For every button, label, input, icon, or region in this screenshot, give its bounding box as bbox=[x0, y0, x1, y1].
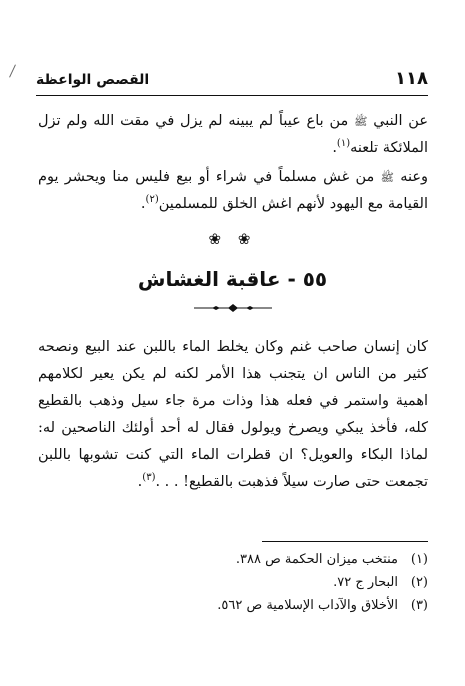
hadith-paragraph-1: عن النبي ﷺ من باع عيباً لم يبينه لم يزل في مقت الله ولم تزل الملائكة تلعنه$^{(١)}$. bbox=[38, 113, 428, 156]
hadith-2-text-a: وعنه bbox=[400, 169, 428, 185]
footnote-text: البحار ج ٧٢. bbox=[333, 575, 398, 590]
footnote-item bbox=[150, 548, 428, 571]
footnote-rule bbox=[262, 541, 428, 542]
footnote-text: منتخب ميزان الحكمة ص ٣٨٨. bbox=[235, 552, 398, 567]
story-paragraph: كان إنسان صاحب غنم وكان يخلط الماء باللبن عند البيع ونصحه كثير من الناس ان يتجنب هذا الأمر لكنه لم يكن يعير لكلامهم اهمية واستمر في فعله هذا وذات مرة جاء سيل وذهب بالقطيع كله، فأخذ يبكي ويصرخ ويولول فقال له أحد أولئك الناصحين له: لماذا البكاء والعويل؟ ان قطرات الماء التي كنت تشوبها باللبن تجمعت حتى صارت سيلاً فذهبت بالقطيع! . . .$^{(٣)}$. bbox=[38, 339, 428, 490]
salutation-glyph: ﷺ bbox=[354, 115, 368, 128]
footnote-item bbox=[150, 571, 428, 594]
story-text: كان إنسان صاحب غنم وكان يخلط الماء باللبن عند البيع ونصحه كثير من الناس ان يتجنب هذا الأمر لكنه لم يكن يعير لكلامهم اهمية واستمر في فعله هذا وذات مرة جاء سيل وذهب بالقطيع كله، فأخذ يبكي ويصرخ ويولول فقال له أحد أولئك الناصحين له: لماذا البكاء والعويل؟ ان قطرات الماء التي كنت تشوبها باللبن تجمعت حتى صارت سيلاً فذهبت بالقطيع! . . . bbox=[38, 339, 428, 490]
footnote-ref-3: (٣) bbox=[142, 472, 156, 484]
hadith-1-text-a: عن النبي bbox=[373, 113, 428, 129]
hadith-1-text-b: من باع عيباً لم يبينه لم يزل في مقت الله ولم تزل الملائكة تلعنه bbox=[38, 113, 428, 156]
page-header bbox=[36, 68, 428, 94]
header-rule bbox=[36, 95, 428, 96]
footnote-ref-1: (١) bbox=[336, 138, 351, 150]
footnote-ref-2: (٢) bbox=[145, 194, 159, 206]
separator-stars: ❀ ❀ bbox=[208, 230, 257, 248]
footnote-item bbox=[150, 594, 428, 617]
hadith-paragraph-2: وعنه ﷺ من غش مسلماً في شراء أو بيع فليس منا ويحشر يوم القيامة مع اليهود لأنهم اغش الخلق للمسلمين$^{(٢)}$. bbox=[38, 169, 428, 212]
section-title: ٥٥ - عاقبة الغشاش bbox=[137, 267, 328, 291]
salutation-glyph: ﷺ bbox=[380, 171, 394, 184]
scan-mark bbox=[9, 64, 16, 77]
footnotes bbox=[150, 548, 428, 617]
title-ornament bbox=[192, 303, 274, 313]
hadith-2-text-b: من غش مسلماً في شراء أو بيع فليس منا ويحشر يوم القيامة مع اليهود لأنهم اغش الخلق للمسلمين bbox=[38, 169, 428, 212]
footnote-number: (٣) bbox=[410, 598, 428, 613]
running-title: القصص الواعظة bbox=[36, 72, 150, 88]
page-number: ١١٨ bbox=[395, 68, 428, 89]
footnote-number: (٢) bbox=[410, 575, 428, 590]
footnote-text: الأخلاق والآداب الإسلامية ص ٥٦٢. bbox=[217, 598, 398, 613]
footnote-number: (١) bbox=[410, 552, 428, 567]
